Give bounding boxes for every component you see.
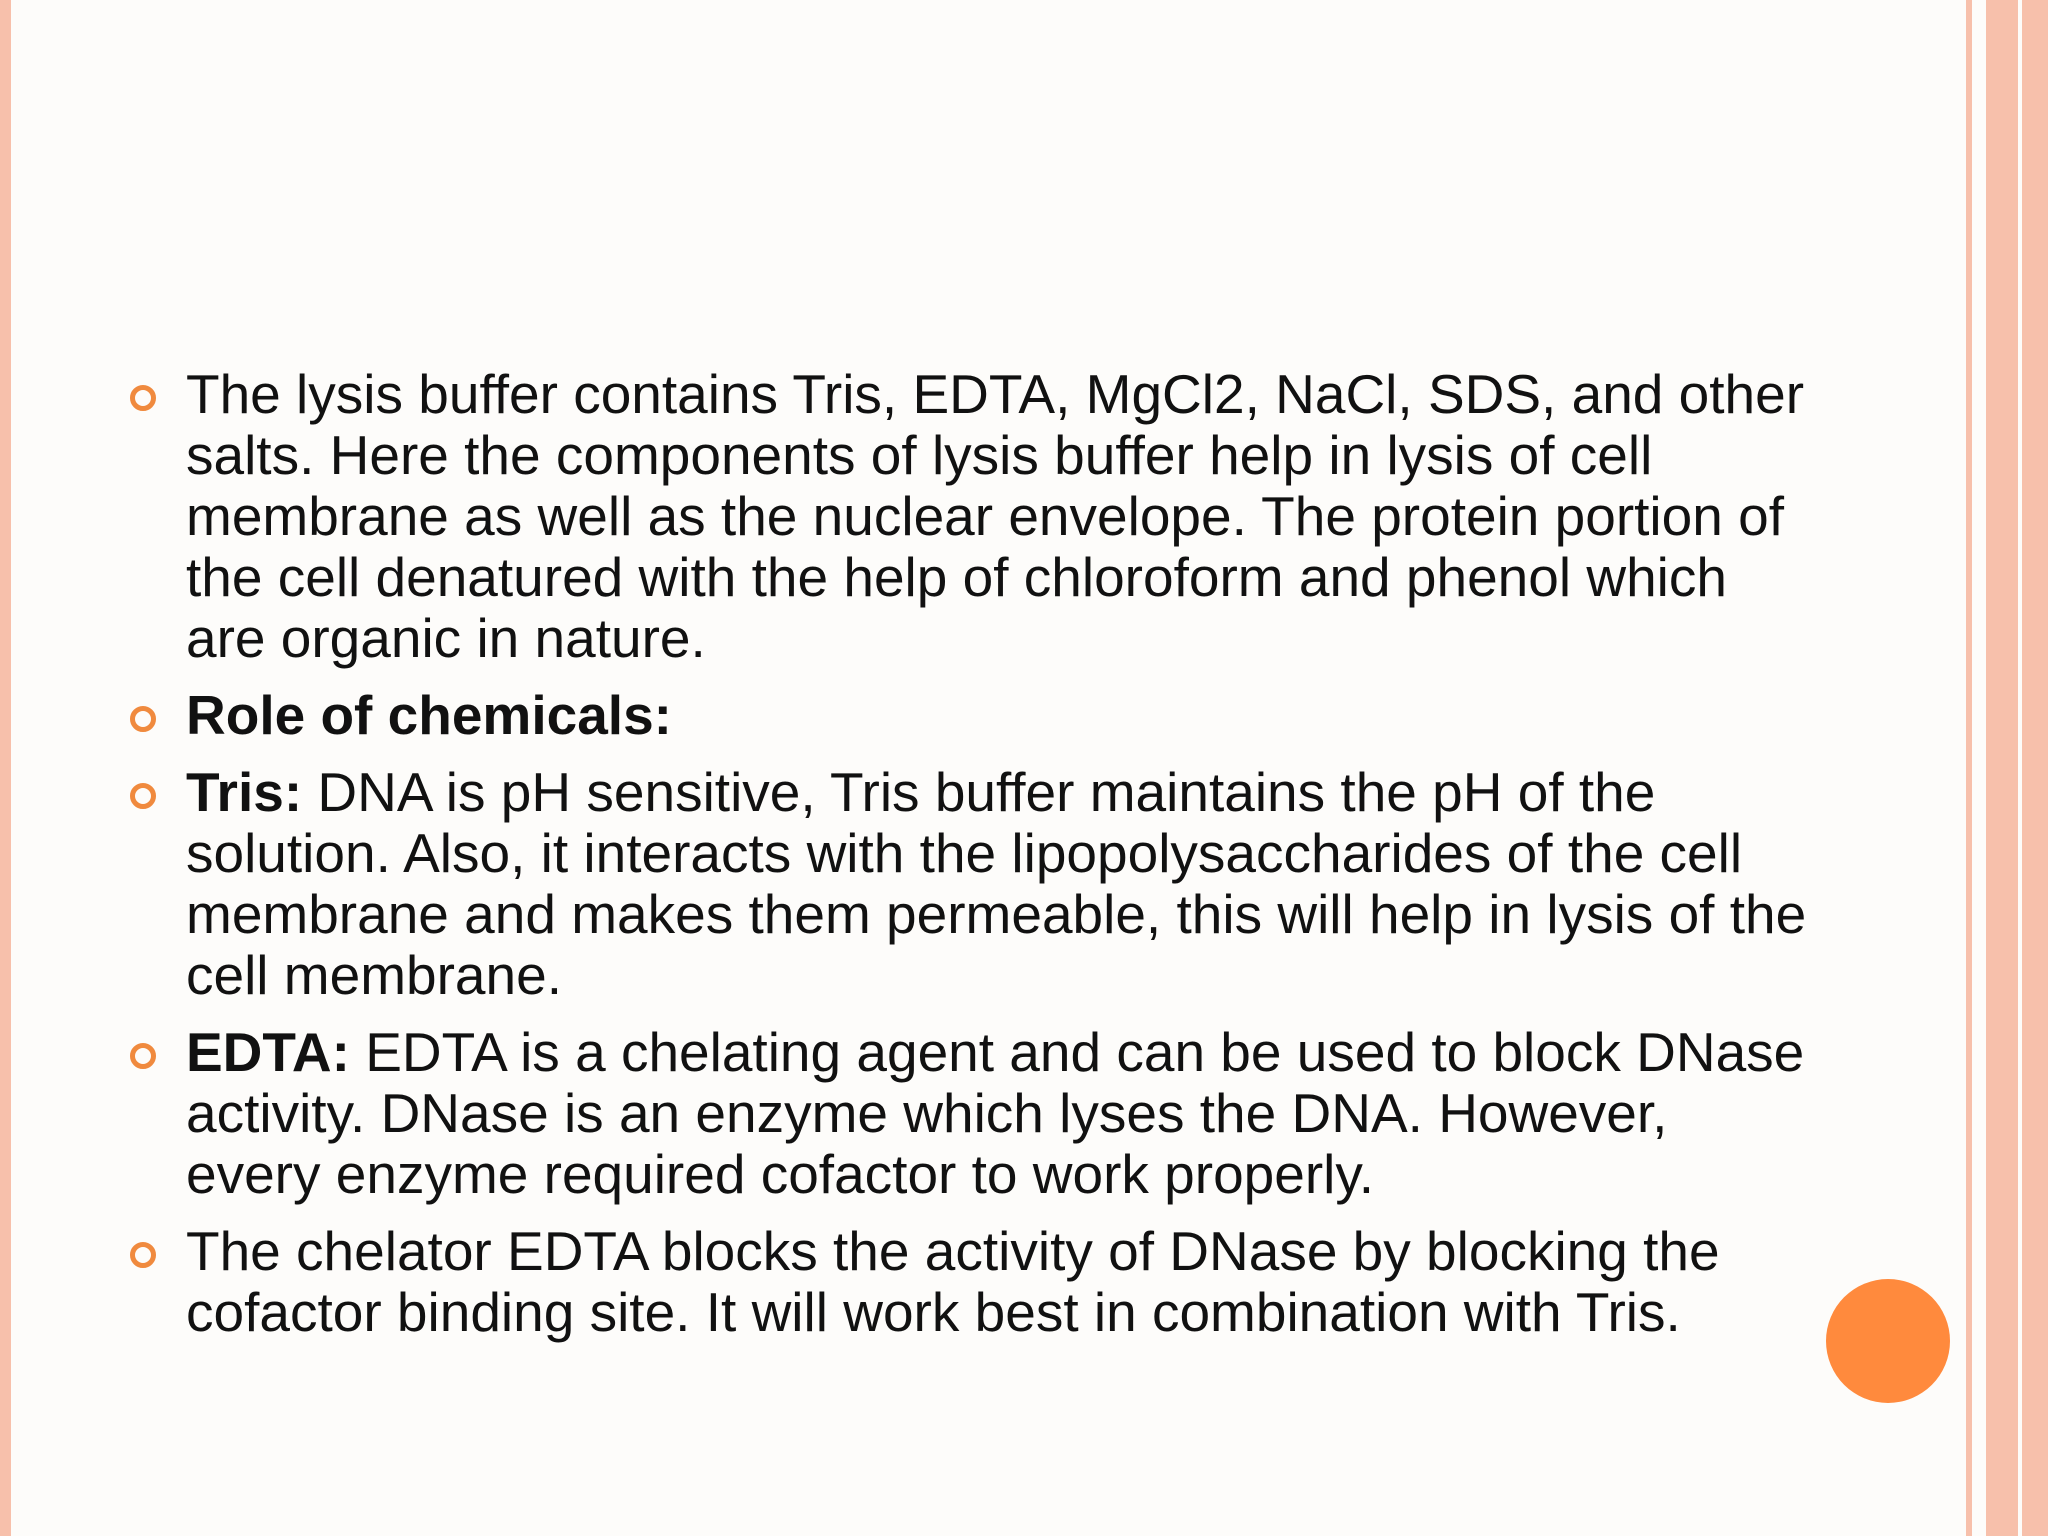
- ring-bullet-icon: [130, 783, 156, 809]
- ring-bullet-icon: [130, 385, 156, 411]
- bullet-chelator: [130, 1221, 1810, 1343]
- ring-bullet-icon: [130, 1043, 156, 1069]
- ring-bullet-icon: [130, 1242, 156, 1268]
- ring-bullet-icon: [130, 706, 156, 732]
- bullet-lead: Role of chemicals:: [186, 684, 672, 746]
- bullet-list: [130, 364, 1810, 1359]
- bullet-lead: Tris:: [186, 761, 303, 823]
- bullet-text: EDTA is a chelating agent and can be used to block DNase activity. DNase is an enzyme which lyses the DNA. However, every enzyme required cofactor to work properly.: [186, 1021, 1805, 1205]
- right-decorative-stripes: [1958, 0, 2048, 1536]
- bullet-tris: [130, 762, 1810, 1006]
- bullet-lysis-buffer: [130, 364, 1810, 669]
- left-border-stripe: [0, 0, 11, 1536]
- bullet-text: DNA is pH sensitive, Tris buffer maintains the pH of the solution. Also, it interacts with the lipopolysaccharides of the cell membrane and makes them permeable, this will help in lysis of the cell membrane.: [186, 761, 1807, 1006]
- bullet-lead: EDTA:: [186, 1021, 350, 1083]
- bullet-text: The chelator EDTA blocks the activity of DNase by blocking the cofactor binding site. It will work best in combination with Tris.: [186, 1220, 1720, 1343]
- bullet-edta: [130, 1022, 1810, 1205]
- orange-circle-decoration: [1826, 1279, 1950, 1403]
- bullet-role-of-chemicals: [130, 685, 1810, 746]
- bullet-text: The lysis buffer contains Tris, EDTA, MgCl2, NaCl, SDS, and other salts. Here the components of lysis buffer help in lysis of cell membrane as well as the nuclear envelope. The protein portion of the cell denatured with the help of chloroform and phenol which are organic in nature.: [186, 363, 1805, 669]
